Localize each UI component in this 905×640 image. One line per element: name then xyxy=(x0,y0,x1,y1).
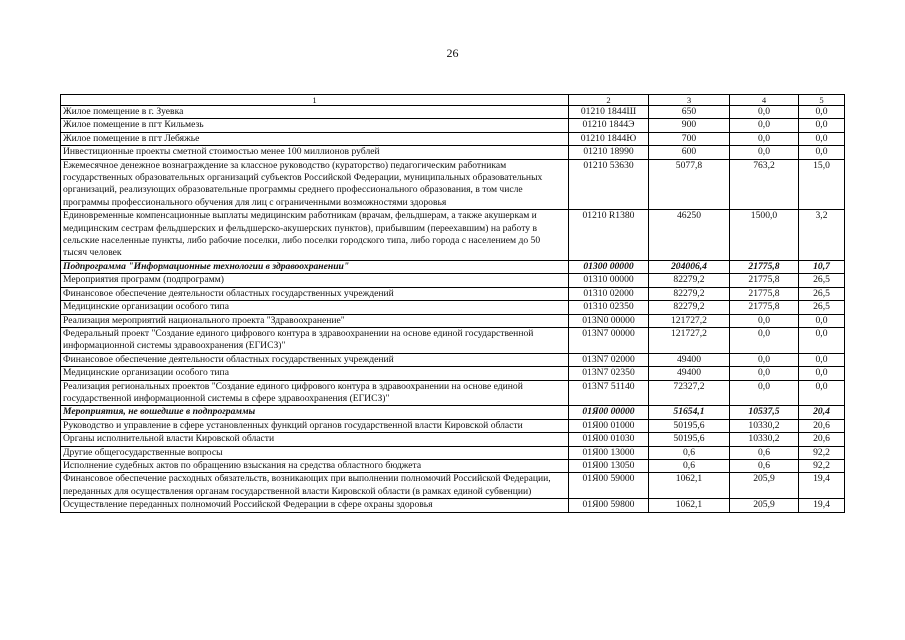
row-name-cell: Жилое помещение в пгт Кильмезь xyxy=(61,119,569,132)
value-cell-5: 0,0 xyxy=(799,367,845,380)
table-row xyxy=(61,446,845,459)
header-cell: 2 xyxy=(569,95,649,106)
row-name-cell: Медицинские организации особого типа xyxy=(61,367,569,380)
value-cell-4: 0,0 xyxy=(730,106,799,119)
header-cell: 3 xyxy=(649,95,730,106)
value-cell-5: 0,0 xyxy=(799,132,845,145)
value-cell-3: 46250 xyxy=(649,210,730,261)
value-cell-3: 50195,6 xyxy=(649,433,730,446)
budget-code-cell: 013N7 02350 xyxy=(569,367,649,380)
value-cell-3: 72327,2 xyxy=(649,380,730,406)
budget-code-cell: 013N7 51140 xyxy=(569,380,649,406)
value-cell-4: 10330,2 xyxy=(730,433,799,446)
value-cell-5: 0,0 xyxy=(799,380,845,406)
value-cell-5: 15,0 xyxy=(799,159,845,210)
value-cell-5: 26,5 xyxy=(799,287,845,300)
table-row xyxy=(61,260,845,273)
table-row xyxy=(61,132,845,145)
value-cell-4: 10537,5 xyxy=(730,406,799,419)
value-cell-3: 700 xyxy=(649,132,730,145)
budget-code-cell: 01Я00 01000 xyxy=(569,419,649,432)
row-name-cell: Финансовое обеспечение деятельности областных государственных учреждений xyxy=(61,353,569,366)
row-name-cell: Реализация мероприятий национального проекта "Здравоохранение" xyxy=(61,314,569,327)
table-row xyxy=(61,314,845,327)
value-cell-5: 0,0 xyxy=(799,119,845,132)
value-cell-4: 21775,8 xyxy=(730,301,799,314)
row-name-cell: Жилое помещение в г. Зуевка xyxy=(61,106,569,119)
value-cell-3: 1062,1 xyxy=(649,499,730,512)
value-cell-3: 600 xyxy=(649,146,730,159)
row-name-cell: Финансовое обеспечение деятельности областных государственных учреждений xyxy=(61,287,569,300)
row-name-cell: Единовременные компенсационные выплаты медицинским работникам (врачам, фельдшерам, а также акушеркам и медицинским сестрам фельдшерских и фельдшерско-акушерских пунктов), прибывшим (переехавшим) на работу в сельские населенные пункты, либо рабочие поселки, либо поселки городского типа, либо города с населением до 50 тысяч человек xyxy=(61,210,569,261)
table-row xyxy=(61,473,845,499)
budget-code-cell: 013N7 00000 xyxy=(569,327,649,353)
value-cell-3: 82279,2 xyxy=(649,287,730,300)
row-name-cell: Жилое помещение в пгт Лебяжье xyxy=(61,132,569,145)
row-name-cell: Органы исполнительной власти Кировской области xyxy=(61,433,569,446)
value-cell-4: 21775,8 xyxy=(730,260,799,273)
table-row xyxy=(61,499,845,512)
table-row xyxy=(61,406,845,419)
table-row xyxy=(61,106,845,119)
row-name-cell: Финансовое обеспечение расходных обязательств, возникающих при выполнении полномочий Российской Федерации, переданных для осуществления органам государственной власти Кировской области (в рамках единой субвенции) xyxy=(61,473,569,499)
value-cell-5: 20,6 xyxy=(799,419,845,432)
table-row xyxy=(61,419,845,432)
value-cell-3: 82279,2 xyxy=(649,301,730,314)
value-cell-5: 20,6 xyxy=(799,433,845,446)
budget-code-cell: 01310 00000 xyxy=(569,274,649,287)
value-cell-3: 0,6 xyxy=(649,446,730,459)
value-cell-4: 0,6 xyxy=(730,459,799,472)
header-cell: 4 xyxy=(730,95,799,106)
budget-code-cell: 01Я00 59800 xyxy=(569,499,649,512)
value-cell-5: 0,0 xyxy=(799,106,845,119)
budget-code-cell: 013N7 02000 xyxy=(569,353,649,366)
budget-code-cell: 01Я00 13050 xyxy=(569,459,649,472)
value-cell-4: 0,6 xyxy=(730,446,799,459)
table-row xyxy=(61,380,845,406)
value-cell-4: 0,0 xyxy=(730,327,799,353)
table-row xyxy=(61,459,845,472)
value-cell-5: 3,2 xyxy=(799,210,845,261)
value-cell-4: 0,0 xyxy=(730,314,799,327)
table-row xyxy=(61,210,845,261)
table-row xyxy=(61,146,845,159)
value-cell-5: 26,5 xyxy=(799,301,845,314)
budget-code-cell: 01310 02000 xyxy=(569,287,649,300)
row-name-cell: Мероприятия, не вошедшие в подпрограммы xyxy=(61,406,569,419)
page-number: 26 xyxy=(446,46,459,60)
value-cell-4: 205,9 xyxy=(730,499,799,512)
value-cell-3: 900 xyxy=(649,119,730,132)
value-cell-4: 0,0 xyxy=(730,380,799,406)
row-name-cell: Мероприятия программ (подпрограмм) xyxy=(61,274,569,287)
table-row xyxy=(61,287,845,300)
value-cell-3: 121727,2 xyxy=(649,314,730,327)
value-cell-4: 21775,8 xyxy=(730,287,799,300)
row-name-cell: Реализация региональных проектов "Создание единого цифрового контура в здравоохранении на основе единой государственной информационной системы в сфере здравоохранения (ЕГИСЗ)" xyxy=(61,380,569,406)
header-cell: 5 xyxy=(799,95,845,106)
budget-code-cell: 01210 1844Э xyxy=(569,119,649,132)
value-cell-3: 51654,1 xyxy=(649,406,730,419)
value-cell-5: 0,0 xyxy=(799,314,845,327)
value-cell-4: 763,2 xyxy=(730,159,799,210)
value-cell-4: 21775,8 xyxy=(730,274,799,287)
budget-code-cell: 01Я00 59000 xyxy=(569,473,649,499)
table-row xyxy=(61,367,845,380)
value-cell-3: 204006,4 xyxy=(649,260,730,273)
value-cell-4: 205,9 xyxy=(730,473,799,499)
table-row xyxy=(61,274,845,287)
value-cell-3: 1062,1 xyxy=(649,473,730,499)
value-cell-4: 10330,2 xyxy=(730,419,799,432)
table-row xyxy=(61,353,845,366)
value-cell-5: 19,4 xyxy=(799,473,845,499)
table-row xyxy=(61,433,845,446)
value-cell-3: 49400 xyxy=(649,353,730,366)
table-row xyxy=(61,119,845,132)
table-row xyxy=(61,159,845,210)
value-cell-3: 121727,2 xyxy=(649,327,730,353)
budget-code-cell: 01Я00 13000 xyxy=(569,446,649,459)
table-row xyxy=(61,327,845,353)
value-cell-3: 0,6 xyxy=(649,459,730,472)
budget-code-cell: 01310 02350 xyxy=(569,301,649,314)
budget-code-cell: 01210 18990 xyxy=(569,146,649,159)
value-cell-5: 10,7 xyxy=(799,260,845,273)
row-name-cell: Осуществление переданных полномочий Российской Федерации в сфере охраны здоровья xyxy=(61,499,569,512)
row-name-cell: Медицинские организации особого типа xyxy=(61,301,569,314)
value-cell-3: 82279,2 xyxy=(649,274,730,287)
budget-code-cell: 01210 R1380 xyxy=(569,210,649,261)
budget-code-cell: 01Я00 00000 xyxy=(569,406,649,419)
value-cell-4: 0,0 xyxy=(730,367,799,380)
row-name-cell: Другие общегосударственные вопросы xyxy=(61,446,569,459)
row-name-cell: Руководство и управление в сфере установленных функций органов государственной власти Кировской области xyxy=(61,419,569,432)
row-name-cell: Инвестиционные проекты сметной стоимостью менее 100 миллионов рублей xyxy=(61,146,569,159)
value-cell-5: 26,5 xyxy=(799,274,845,287)
value-cell-4: 0,0 xyxy=(730,353,799,366)
value-cell-5: 19,4 xyxy=(799,499,845,512)
value-cell-5: 92,2 xyxy=(799,446,845,459)
value-cell-3: 650 xyxy=(649,106,730,119)
budget-code-cell: 01Я00 01030 xyxy=(569,433,649,446)
budget-table xyxy=(60,94,845,513)
row-name-cell: Ежемесячное денежное вознаграждение за классное руководство (кураторство) педагогическим работникам государственных образовательных организаций субъектов Российской Федерации, муниципальных образовательных организаций, реализующих образовательные программы среднего профессионального образования, в том числе программы профессионального обучения для лиц с ограниченными возможностями здоровья xyxy=(61,159,569,210)
row-name-cell: Подпрограмма "Информационные технологии в здравоохранении" xyxy=(61,260,569,273)
value-cell-5: 92,2 xyxy=(799,459,845,472)
header-cell: 1 xyxy=(61,95,569,106)
value-cell-5: 0,0 xyxy=(799,146,845,159)
value-cell-3: 5077,8 xyxy=(649,159,730,210)
header-row xyxy=(61,95,845,106)
value-cell-5: 0,0 xyxy=(799,353,845,366)
value-cell-4: 0,0 xyxy=(730,119,799,132)
budget-code-cell: 01210 1844Ш xyxy=(569,106,649,119)
row-name-cell: Федеральный проект "Создание единого цифрового контура в здравоохранении на основе единой государственной информационной системы здравоохранения (ЕГИСЗ)" xyxy=(61,327,569,353)
value-cell-4: 0,0 xyxy=(730,132,799,145)
value-cell-3: 49400 xyxy=(649,367,730,380)
value-cell-5: 20,4 xyxy=(799,406,845,419)
budget-code-cell: 013N0 00000 xyxy=(569,314,649,327)
table-body xyxy=(61,106,845,513)
value-cell-4: 1500,0 xyxy=(730,210,799,261)
budget-code-cell: 01210 53630 xyxy=(569,159,649,210)
budget-code-cell: 01300 00000 xyxy=(569,260,649,273)
value-cell-4: 0,0 xyxy=(730,146,799,159)
table-row xyxy=(61,301,845,314)
row-name-cell: Исполнение судебных актов по обращению взыскания на средства областного бюджета xyxy=(61,459,569,472)
budget-code-cell: 01210 1844Ю xyxy=(569,132,649,145)
value-cell-3: 50195,6 xyxy=(649,419,730,432)
value-cell-5: 0,0 xyxy=(799,327,845,353)
